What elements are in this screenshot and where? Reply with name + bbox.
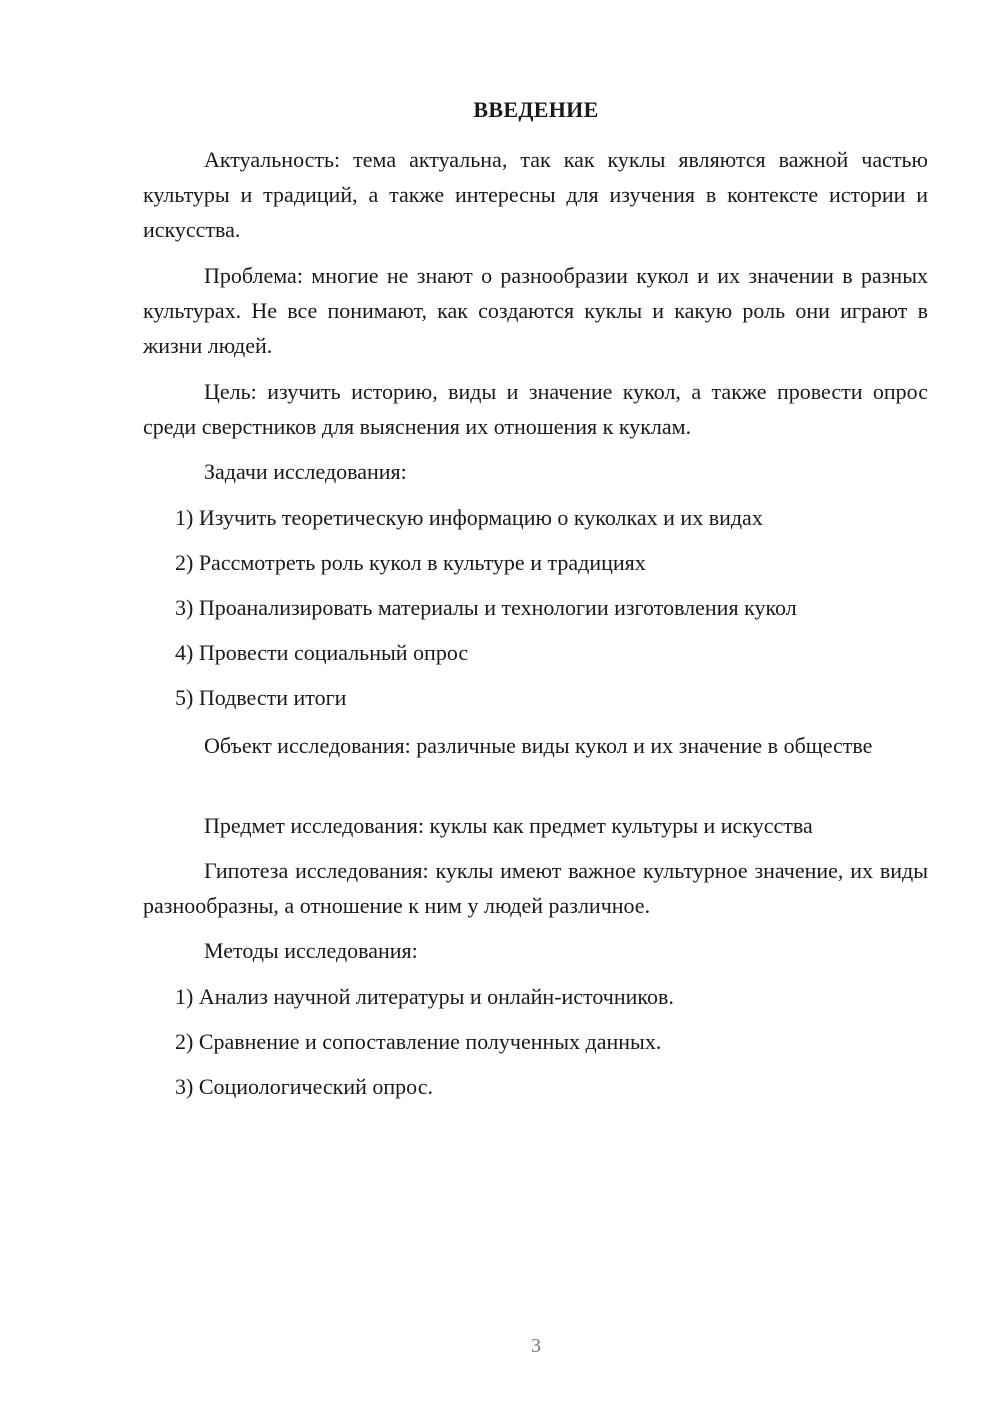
task-item: 1) Изучить теоретическую информацию о куколках и их видах — [175, 505, 763, 530]
task-item: 5) Подвести итоги — [175, 685, 347, 710]
task-item: 4) Провести социальный опрос — [175, 640, 469, 665]
page-number: 3 — [531, 1335, 541, 1357]
tasks-heading: Задачи исследования: — [204, 459, 407, 484]
method-item: 2) Сравнение и сопоставление полученных данных. — [175, 1029, 662, 1054]
task-item: 2) Рассмотреть роль кукол в культуре и традициях — [175, 550, 646, 575]
section-title: ВВЕДЕНИЕ — [473, 97, 599, 122]
relevance-paragraph: Актуальность: тема актуальна, так как куклы являются важной частью культуры и традиций, а также интересны для изучения в контексте истории и искусства. — [143, 147, 928, 242]
problem-paragraph: Проблема: многие не знают о разнообразии кукол и их значении в разных культурах. Не все понимают, как создаются куклы и какую роль они играют в жизни людей. — [143, 263, 928, 358]
task-item: 3) Проанализировать материалы и технологии изготовления кукол — [175, 595, 797, 620]
object-paragraph: Объект исследования: различные виды кукол и их значение в обществе — [204, 733, 873, 758]
goal-paragraph: Цель: изучить историю, виды и значение кукол, а также провести опрос среди сверстников для выяснения их отношения к куклам. — [143, 379, 928, 439]
method-item: 3) Социологический опрос. — [175, 1074, 433, 1099]
methods-heading: Методы исследования: — [204, 938, 418, 963]
hypothesis-paragraph: Гипотеза исследования: куклы имеют важное культурное значение, их виды разнообразны, а отношение к ним у людей различное. — [143, 858, 928, 918]
subject-paragraph: Предмет исследования: куклы как предмет культуры и искусства — [204, 813, 813, 838]
method-item: 1) Анализ научной литературы и онлайн-источников. — [175, 984, 674, 1009]
